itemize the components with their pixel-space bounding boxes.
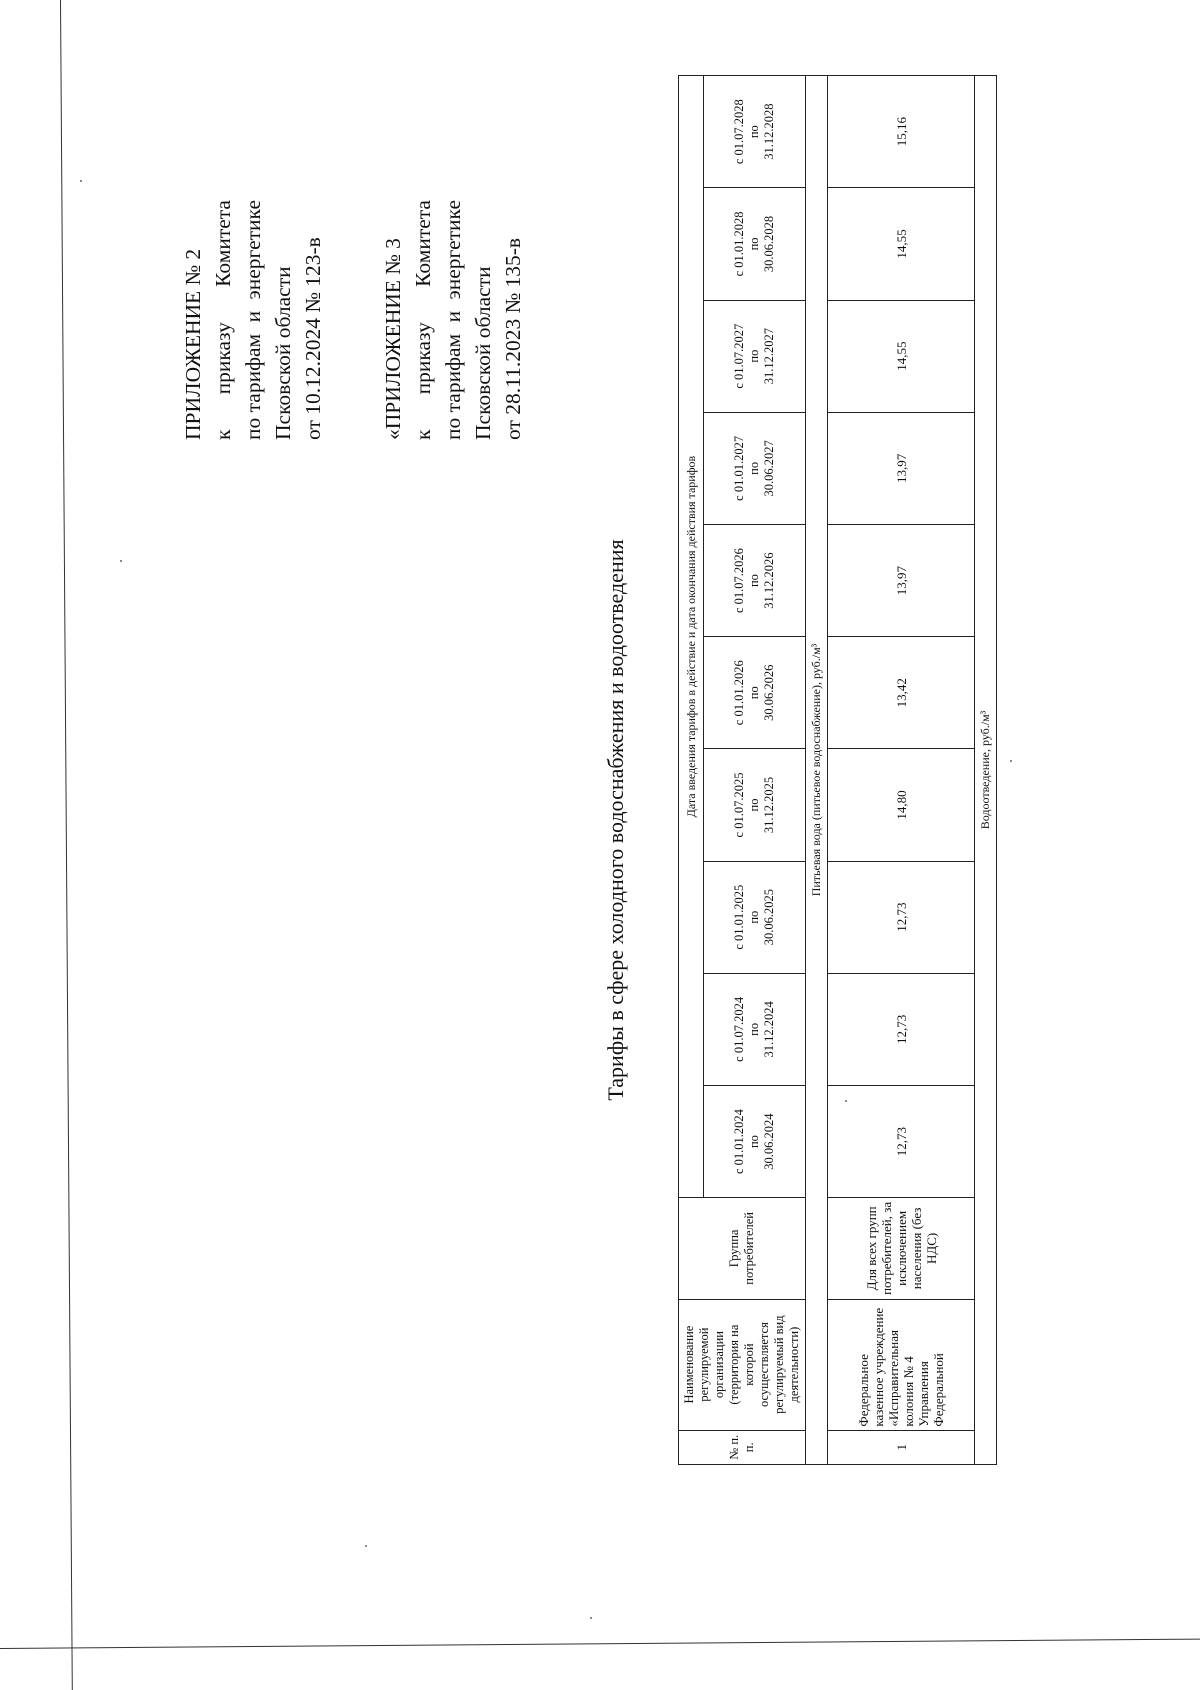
- period-po: по: [747, 574, 762, 588]
- scan-edge-left: [60, 0, 73, 1690]
- period-from: с 01.07.2027: [732, 323, 747, 389]
- period-from: с 01.07.2028: [732, 99, 747, 165]
- annex-line: Псковской области: [471, 266, 495, 440]
- annex-line: от 10.12.2024 № 123-в: [301, 237, 325, 440]
- annex-word: по тарифам: [241, 333, 265, 440]
- tariff-value-cell: 12,73: [828, 973, 975, 1085]
- section-sewer: Водоотведение, руб./м³: [975, 76, 997, 1465]
- row-number: 1: [828, 1430, 975, 1464]
- header-periods: Дата введения тарифов в действие и дата окончания действия тарифов: [679, 76, 704, 1198]
- period-po: по: [747, 1135, 762, 1149]
- tariffs-table: [678, 75, 997, 1465]
- period-to: 31.12.2025: [762, 776, 777, 834]
- annex-word: и: [241, 310, 265, 323]
- period-from: с 01.01.2027: [732, 435, 747, 501]
- header-number: № п. п.: [679, 1430, 806, 1464]
- annex-line: [208, 200, 238, 440]
- period-po: по: [747, 461, 762, 475]
- scan-speck: [80, 180, 82, 182]
- table-header-row: [679, 76, 704, 1465]
- annex-word: по тарифам: [441, 333, 465, 440]
- section-row-water: [806, 76, 828, 1465]
- period-header-cell: [704, 76, 806, 188]
- annex-line: [408, 200, 438, 440]
- period-header-cell: [704, 973, 806, 1085]
- period-header-cell: [704, 861, 806, 973]
- tariff-value-cell: 14,80: [828, 749, 975, 861]
- annex-word: приказу: [211, 322, 235, 395]
- annex-heading: «ПРИЛОЖЕНИЕ № 3: [381, 238, 405, 440]
- annex-word: приказу: [411, 322, 435, 395]
- header-organization: Наименование регулируемой организации (территория на которой осуществляется регулируемый вид деятельности): [679, 1299, 806, 1430]
- annex-heading: ПРИЛОЖЕНИЕ № 2: [181, 248, 205, 440]
- scan-edge-bottom: [0, 1639, 1200, 1649]
- period-po: по: [747, 125, 762, 139]
- annex-line: [238, 200, 268, 440]
- period-to: 31.12.2024: [762, 1001, 777, 1058]
- tariff-value-cell: 12,73: [828, 1085, 975, 1197]
- annex-line: от 28.11.2023 № 135-в: [501, 237, 525, 440]
- period-po: по: [747, 686, 762, 700]
- table-row: [828, 76, 975, 1465]
- period-to: 30.06.2026: [762, 664, 777, 721]
- period-to: 30.06.2025: [762, 889, 777, 946]
- tariff-value-cell: 13,42: [828, 637, 975, 749]
- period-po: по: [747, 237, 762, 251]
- annex-word: Комитета: [411, 200, 435, 287]
- period-from: с 01.01.2026: [732, 660, 747, 726]
- period-header-cell: [704, 188, 806, 300]
- period-header-cell: [704, 637, 806, 749]
- annex-3-block: [378, 200, 528, 440]
- section-row-sewer: [975, 76, 997, 1465]
- period-from: с 01.07.2024: [732, 996, 747, 1062]
- period-from: с 01.01.2025: [732, 884, 747, 950]
- period-to: 31.12.2027: [762, 328, 777, 385]
- period-po: по: [747, 798, 762, 812]
- period-po: по: [747, 349, 762, 363]
- period-from: с 01.07.2025: [732, 772, 747, 838]
- period-to: 30.06.2028: [762, 215, 777, 273]
- period-to: 30.06.2024: [762, 1113, 777, 1170]
- annex-word: к: [411, 429, 435, 440]
- annex-word: энергетике: [441, 200, 465, 300]
- tariff-value-cell: 13,97: [828, 412, 975, 524]
- row-consumer-group: Для всех групп потребителей, за исключением населения (без НДС): [828, 1198, 975, 1299]
- annex-word: к: [211, 429, 235, 440]
- period-header-cell: [704, 300, 806, 412]
- period-po: по: [747, 1022, 762, 1036]
- section-water: Питьевая вода (питьевое водоснабжение), руб./м³: [806, 76, 828, 1465]
- header-consumer-group: Группа потребителей: [679, 1198, 806, 1299]
- period-from: с 01.07.2026: [732, 548, 747, 614]
- tariff-value-cell: 13,97: [828, 524, 975, 636]
- annex-2-block: [178, 200, 328, 440]
- tariff-value-cell: 15,16: [828, 76, 975, 188]
- period-to: 31.12.2028: [762, 103, 777, 160]
- document-title: Тарифы в сфере холодного водоснабжения и водоотведения: [603, 539, 628, 1101]
- tariff-value-cell: 12,73: [828, 861, 975, 973]
- period-header-cell: [704, 749, 806, 861]
- period-header-cell: [704, 1085, 806, 1197]
- period-header-cell: [704, 412, 806, 524]
- period-header-cell: [704, 524, 806, 636]
- period-po: по: [747, 910, 762, 924]
- period-from: с 01.01.2028: [732, 211, 747, 277]
- rotated-content: [108, 25, 1138, 1485]
- row-organization: Федеральное казенное учреждение «Исправительная колония № 4 Управления Федеральной: [828, 1299, 975, 1430]
- annex-word: Комитета: [211, 200, 235, 287]
- annex-word: и: [441, 310, 465, 323]
- scan-speck: [365, 1545, 367, 1547]
- period-to: 30.06.2027: [762, 440, 777, 497]
- period-to: 31.12.2026: [762, 552, 777, 609]
- annex-word: энергетике: [241, 200, 265, 300]
- annex-line: [438, 200, 468, 440]
- tariff-value-cell: 14,55: [828, 300, 975, 412]
- annex-line: Псковской области: [271, 266, 295, 440]
- tariff-value-cell: 14,55: [828, 188, 975, 300]
- period-from: с 01.01.2024: [732, 1109, 747, 1175]
- scan-speck: [590, 1617, 592, 1619]
